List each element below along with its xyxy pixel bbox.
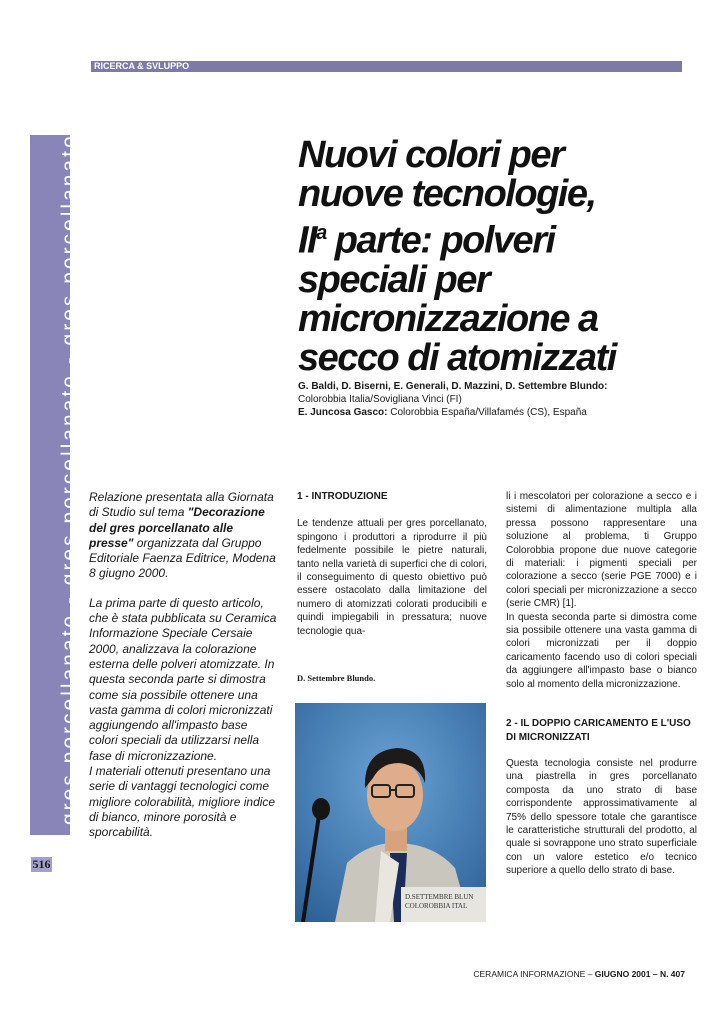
intro-note	[89, 490, 279, 841]
page-number: 516	[32, 857, 51, 871]
affiliation: Colorobbia España/Villafamés (CS), España	[387, 407, 587, 418]
page-footer	[465, 969, 685, 979]
portrait-illustration	[295, 703, 486, 922]
section-heading: 1 - INTRODUZIONE	[297, 491, 388, 502]
badge-line: COLOROBBIA ITAL	[405, 902, 468, 910]
section-header-bar	[91, 61, 682, 72]
authors-names: G. Baldi, D. Biserni, E. Generali, D. Mazzini, D. Settembre Blundo:	[298, 381, 608, 392]
author-name: E. Juncosa Gasco:	[298, 407, 388, 418]
footer-text: CERAMICA INFORMAZIONE –	[473, 969, 595, 979]
title-line: Nuovi colori per	[298, 134, 564, 176]
column-middle	[297, 490, 487, 638]
section-heading: 2 - IL DOPPIO CARICAMENTO E L'USO DI MICRONIZZATI	[506, 718, 691, 743]
intro-paragraph: La prima parte di questo articolo, che è stata pubblicata su Ceramica Informazione Speciale Cersaie 2000, analizzava la colorazione esterna delle polveri atomizzate. In questa seconda parte si dimostra come sia possibile ottenere una vasta gamma di colori micronizzati aggiungendo all'impasto base colori speciali da utilizzarsi nella fase di micronizzazione.	[89, 595, 277, 763]
text-span: organizzata dal Gruppo Editoriale Faenza Editrice, Modena 8 giugno 2000.	[89, 535, 276, 581]
intro-paragraph	[89, 490, 279, 582]
section-label: RICERCA & SVLUPPO	[94, 61, 190, 71]
name-badge	[405, 893, 473, 911]
authors-block	[298, 380, 708, 419]
affiliation: Colorobbia Italia/Sovigliana Vinci (FI)	[298, 394, 462, 405]
intro-paragraph: I materiali ottenuti presentano una serie di vantaggi tecnologici come migliore colorabilità, migliore indice di bianco, minore porosità e sporcabilità.	[89, 764, 276, 840]
body-paragraph: Questa tecnologia consiste nel produrre una piastrella in gres porcellanato composta da uno strato di base corrispondente approssimativamente al 75% dello spessore totale che garantisce le caratteristiche strutturali del prodotto, al quale si sovrappone uno strato superficiale con un valore estetico e/o tecnico superiore a quello dello strato di base.	[506, 757, 697, 877]
body-paragraph: li i mescolatori per colorazione a secco e i sistemi di alimentazione multipla alla pressa possono rappresentare una soluzione al problema, ti Gruppo Colorobbia propone due nuove categorie di materiali: i pigmenti speciali per colorazione a secco (serie PGE 7000) e i colori speciali per micronizzazione a secco (serie CMR) [1].	[506, 491, 697, 610]
title-line	[298, 214, 698, 261]
article-title	[298, 136, 698, 378]
body-paragraph: In questa seconda parte si dimostra come sia possibile ottenere una vasta gamma di colori micronizzati per il doppio caricamento facendo uso di colori speciali da aggiungere all'impasto base o bianco solo al momento della micronizzazione.	[506, 611, 697, 690]
vertical-band-text: gres porcellanato - gres porcellanato - gres porcellanato	[58, 133, 81, 825]
column-right	[506, 490, 697, 878]
title-line: micronizzazione a	[298, 297, 598, 340]
issue-info: GIUGNO 2001 – N. 407	[594, 969, 685, 979]
event-title: "Decorazione del gres porcellanato alle presse"	[89, 505, 265, 550]
title-superscript: a	[316, 222, 326, 244]
text-span: Relazione presentata alla Giornata di Studio sul tema	[89, 490, 274, 520]
title-part: parte: polveri	[325, 219, 555, 262]
photo-caption: D. Settembre Blundo.	[297, 673, 376, 683]
body-paragraph: Le tendenze attuali per gres porcellanato, spingono i produttori a riprodurre il più fedelmente possibile le pietre naturali, tanto nella varietà di superfici che di colori, il conseguimento di questo obiettivo può essere ostacolato dalla limitazione del numero di atomizzati colorati producibili e quindi impiegabili in pressatura; nuove tecnologie qua-	[297, 518, 487, 637]
author-photo	[295, 703, 486, 922]
title-part: II	[298, 219, 317, 262]
side-band	[30, 133, 81, 835]
title-line: nuove tecnologie,	[298, 173, 596, 215]
title-line: secco di atomizzati	[298, 336, 616, 379]
title-line: speciali per	[298, 258, 490, 301]
badge-line: D.SETTEMBRE BLUN	[405, 893, 474, 901]
